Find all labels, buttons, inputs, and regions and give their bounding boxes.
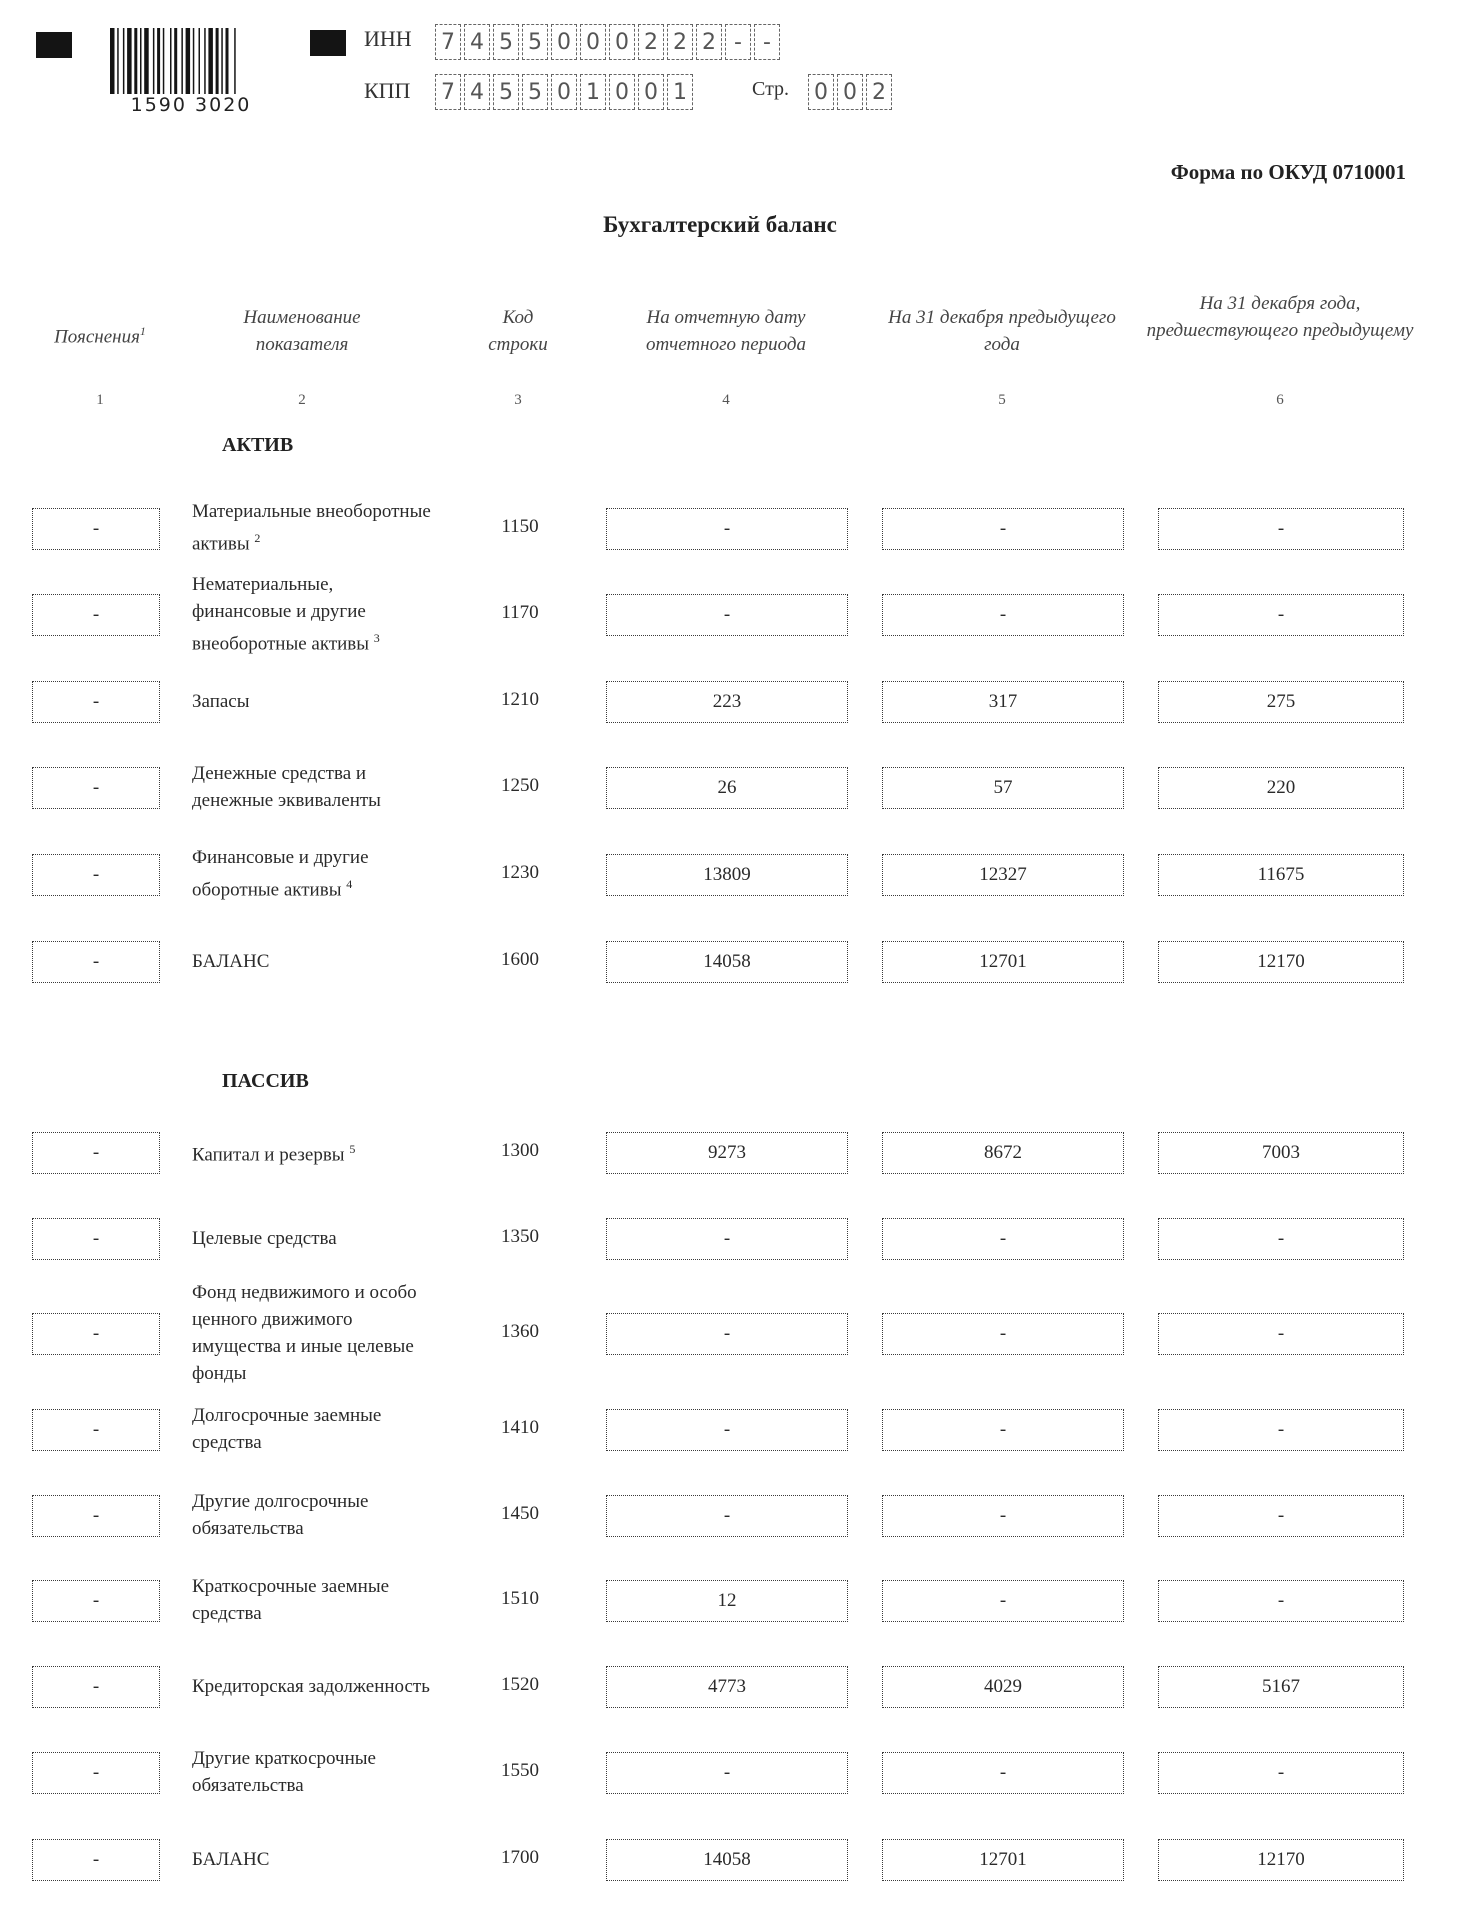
indicator-name [192, 688, 432, 715]
indicator-name-label: Краткосрочные заемные средства [192, 1576, 390, 1624]
value-current-period[interactable]: - [606, 1409, 848, 1451]
digit-cell: 2 [696, 24, 722, 60]
indicator-name [192, 760, 432, 814]
indicator-name [192, 1488, 432, 1542]
indicator-name-label: Другие краткосрочные обязательства [192, 1748, 376, 1796]
value-current-period[interactable]: 223 [606, 681, 848, 723]
indicator-name [192, 1659, 432, 1713]
value-two-years-prior[interactable]: 7003 [1158, 1132, 1404, 1174]
row-code: 1550 [501, 1760, 539, 1781]
value-current-period[interactable]: - [606, 1313, 848, 1355]
value-two-years-prior[interactable]: 11675 [1158, 854, 1404, 896]
value-two-years-prior[interactable]: - [1158, 1752, 1404, 1794]
value-current-period[interactable]: - [606, 594, 848, 636]
digit-cell: 0 [808, 74, 834, 110]
indicator-name-label: БАЛАНС [192, 1848, 270, 1870]
value-prior-year[interactable]: 12701 [882, 941, 1124, 983]
digit-cell: 0 [551, 74, 577, 110]
explanation-field[interactable]: - [32, 508, 160, 550]
value-two-years-prior[interactable]: 12170 [1158, 1839, 1404, 1881]
digit-cell: 1 [580, 74, 606, 110]
column-header-label: Наименование показателя [243, 307, 361, 355]
indicator-name-label: Капитал и резервы [192, 1144, 345, 1166]
value-two-years-prior[interactable]: - [1158, 1495, 1404, 1537]
explanation-field[interactable]: - [32, 1132, 160, 1174]
value-two-years-prior[interactable]: - [1158, 1218, 1404, 1260]
column-number: 6 [1276, 392, 1284, 408]
indicator-name [192, 1402, 432, 1456]
column-number: 2 [298, 392, 306, 408]
digit-cell: 5 [522, 24, 548, 60]
page-label: Стр. [752, 78, 790, 100]
column-header-5 [882, 304, 1122, 358]
row-code: 1600 [501, 949, 539, 970]
indicator-name-text [192, 1673, 430, 1700]
digit-cell: 7 [435, 74, 461, 110]
footnote-mark: 4 [346, 877, 353, 892]
row-code: 1350 [501, 1226, 539, 1247]
indicator-name-label: Целевые средства [192, 1227, 337, 1249]
row-code: 1360 [501, 1321, 539, 1342]
value-two-years-prior[interactable]: - [1158, 1313, 1404, 1355]
explanation-field[interactable]: - [32, 1409, 160, 1451]
indicator-name-text [192, 1573, 432, 1627]
form-code: Форма по ОКУД 0710001 [1170, 160, 1406, 184]
value-prior-year[interactable]: 12701 [882, 1839, 1124, 1881]
value-current-period[interactable]: - [606, 508, 848, 550]
row-code: 1520 [501, 1674, 539, 1695]
row-code: 1210 [501, 689, 539, 710]
column-header-3 [473, 304, 563, 358]
row-code: 1250 [501, 775, 539, 796]
value-prior-year[interactable]: - [882, 1752, 1124, 1794]
indicator-name [192, 1225, 432, 1252]
section-active: АКТИВ [222, 434, 294, 456]
indicator-name [192, 948, 432, 975]
inn-cells [435, 24, 783, 60]
digit-cell: 2 [638, 24, 664, 60]
column-header-label: На 31 декабря предыдущего года [888, 307, 1116, 355]
explanation-field[interactable]: - [32, 941, 160, 983]
indicator-name-label: Материальные внеоборотные активы [192, 501, 431, 555]
indicator-name-text [192, 1402, 432, 1456]
indicator-name [192, 1279, 432, 1387]
indicator-name [192, 1573, 432, 1627]
indicator-name [192, 574, 432, 655]
section-passive: ПАССИВ [222, 1070, 309, 1092]
row-code: 1450 [501, 1503, 539, 1524]
barcode [110, 28, 272, 120]
value-prior-year[interactable]: 4029 [882, 1666, 1124, 1708]
indicator-name-label: Кредиторская задолженность [192, 1675, 430, 1697]
indicator-name-text [192, 1225, 337, 1252]
digit-cell: 5 [493, 74, 519, 110]
indicator-name [192, 1139, 432, 1166]
column-number: 5 [998, 392, 1006, 408]
indicator-name [192, 501, 432, 555]
barcode-bars [110, 28, 272, 94]
indicator-name-text [192, 760, 432, 814]
digit-cell: 0 [609, 24, 635, 60]
indicator-name-label: Денежные средства и денежные эквиваленты [192, 763, 381, 811]
digit-cell: 4 [464, 74, 490, 110]
value-current-period[interactable]: 4773 [606, 1666, 848, 1708]
indicator-name-text [192, 688, 250, 715]
value-prior-year[interactable]: 12327 [882, 854, 1124, 896]
column-number: 1 [96, 392, 104, 408]
corner-marker-left [36, 32, 72, 58]
indicator-name-label: Финансовые и другие оборотные активы [192, 847, 369, 901]
row-code: 1410 [501, 1417, 539, 1438]
explanation-field[interactable]: - [32, 681, 160, 723]
explanation-field[interactable]: - [32, 1580, 160, 1622]
digit-cell: 5 [522, 74, 548, 110]
digit-cell: 0 [609, 74, 635, 110]
indicator-name-text [192, 1136, 355, 1168]
barcode-number: 1590 3020 [130, 94, 252, 116]
value-prior-year[interactable]: - [882, 1580, 1124, 1622]
digit-cell: 0 [580, 24, 606, 60]
footnote-mark: 1 [139, 324, 146, 338]
value-prior-year[interactable]: 317 [882, 681, 1124, 723]
row-code: 1510 [501, 1588, 539, 1609]
value-current-period[interactable]: - [606, 1495, 848, 1537]
value-prior-year[interactable]: - [882, 508, 1124, 550]
footnote-mark: 2 [254, 531, 261, 546]
row-code: 1230 [501, 862, 539, 883]
explanation-field[interactable]: - [32, 1666, 160, 1708]
footnote-mark: 3 [373, 630, 380, 645]
digit-cell: 0 [638, 74, 664, 110]
column-header-label: На отчетную дату отчетного периода [645, 307, 807, 355]
value-prior-year[interactable]: - [882, 1495, 1124, 1537]
value-current-period[interactable]: 9273 [606, 1132, 848, 1174]
column-header-6 [1145, 290, 1415, 344]
explanation-field[interactable]: - [32, 1752, 160, 1794]
row-code: 1300 [501, 1140, 539, 1161]
value-two-years-prior[interactable]: 5167 [1158, 1666, 1404, 1708]
explanation-field[interactable]: - [32, 594, 160, 636]
document-title: Бухгалтерский баланс [603, 212, 837, 237]
digit-cell: 0 [551, 24, 577, 60]
value-two-years-prior[interactable]: - [1158, 1409, 1404, 1451]
row-code: 1170 [501, 602, 539, 623]
indicator-name-text [192, 1488, 432, 1542]
indicator-name-label: БАЛАНС [192, 950, 270, 972]
value-prior-year[interactable]: - [882, 1218, 1124, 1260]
digit-cell: 5 [493, 24, 519, 60]
value-two-years-prior[interactable]: 275 [1158, 681, 1404, 723]
digit-cell: 2 [866, 74, 892, 110]
kpp-label: КПП [364, 78, 411, 103]
digit-cell: 4 [464, 24, 490, 60]
row-code: 1150 [501, 516, 539, 537]
indicator-name-label: Нематериальные, финансовые и другие внеоборотные активы [192, 573, 370, 655]
value-current-period[interactable]: 14058 [606, 941, 848, 983]
indicator-name [192, 1846, 432, 1873]
value-two-years-prior[interactable]: 12170 [1158, 941, 1404, 983]
indicator-name-text [192, 571, 432, 657]
indicator-name-text [192, 498, 432, 557]
column-number: 3 [514, 392, 522, 408]
value-prior-year[interactable]: 8672 [882, 1132, 1124, 1174]
indicator-name-label: Запасы [192, 690, 250, 712]
digit-cell: 2 [667, 24, 693, 60]
explanation-field[interactable]: - [32, 767, 160, 809]
indicator-name [192, 847, 432, 901]
value-two-years-prior[interactable]: - [1158, 594, 1404, 636]
explanation-field[interactable]: - [32, 854, 160, 896]
value-prior-year[interactable]: - [882, 594, 1124, 636]
digit-cell: 7 [435, 24, 461, 60]
row-code: 1700 [501, 1847, 539, 1868]
indicator-name [192, 1745, 432, 1799]
column-header-2 [197, 304, 407, 358]
explanation-field[interactable]: - [32, 1839, 160, 1881]
value-current-period[interactable]: - [606, 1752, 848, 1794]
value-prior-year[interactable]: 57 [882, 767, 1124, 809]
indicator-name-text [192, 1846, 269, 1873]
indicator-name-text [192, 1279, 432, 1387]
digit-cell: - [725, 24, 751, 60]
indicator-name-text [192, 844, 432, 903]
indicator-name-text [192, 1745, 432, 1799]
value-two-years-prior[interactable]: - [1158, 1580, 1404, 1622]
column-header-1 [25, 318, 175, 350]
value-current-period[interactable]: 14058 [606, 1839, 848, 1881]
value-current-period[interactable]: 13809 [606, 854, 848, 896]
value-current-period[interactable]: 26 [606, 767, 848, 809]
footnote-mark: 5 [349, 1141, 356, 1156]
digit-cell: 1 [667, 74, 693, 110]
column-number: 4 [722, 392, 730, 408]
kpp-cells [435, 74, 696, 110]
value-current-period[interactable]: - [606, 1218, 848, 1260]
page-cells [808, 74, 895, 110]
value-two-years-prior[interactable]: 220 [1158, 767, 1404, 809]
explanation-field[interactable]: - [32, 1495, 160, 1537]
corner-marker-right [310, 30, 346, 56]
value-current-period[interactable]: 12 [606, 1580, 848, 1622]
value-two-years-prior[interactable]: - [1158, 508, 1404, 550]
explanation-field[interactable]: - [32, 1218, 160, 1260]
column-header-label: Пояснения [54, 326, 140, 348]
column-header-label: Код строки [488, 307, 548, 355]
digit-cell: 0 [837, 74, 863, 110]
value-prior-year[interactable]: - [882, 1313, 1124, 1355]
indicator-name-text [192, 948, 269, 975]
column-header-label: На 31 декабря года, предшествующего предыдущему [1146, 293, 1414, 341]
indicator-name-label: Долгосрочные заемные средства [192, 1405, 382, 1453]
value-prior-year[interactable]: - [882, 1409, 1124, 1451]
column-header-4 [606, 304, 846, 358]
indicator-name-label: Другие долгосрочные обязательства [192, 1491, 369, 1539]
indicator-name-label: Фонд недвижимого и особо ценного движимого имущества и иные целевые фонды [192, 1282, 417, 1384]
inn-label: ИНН [364, 26, 412, 51]
explanation-field[interactable]: - [32, 1313, 160, 1355]
digit-cell: - [754, 24, 780, 60]
